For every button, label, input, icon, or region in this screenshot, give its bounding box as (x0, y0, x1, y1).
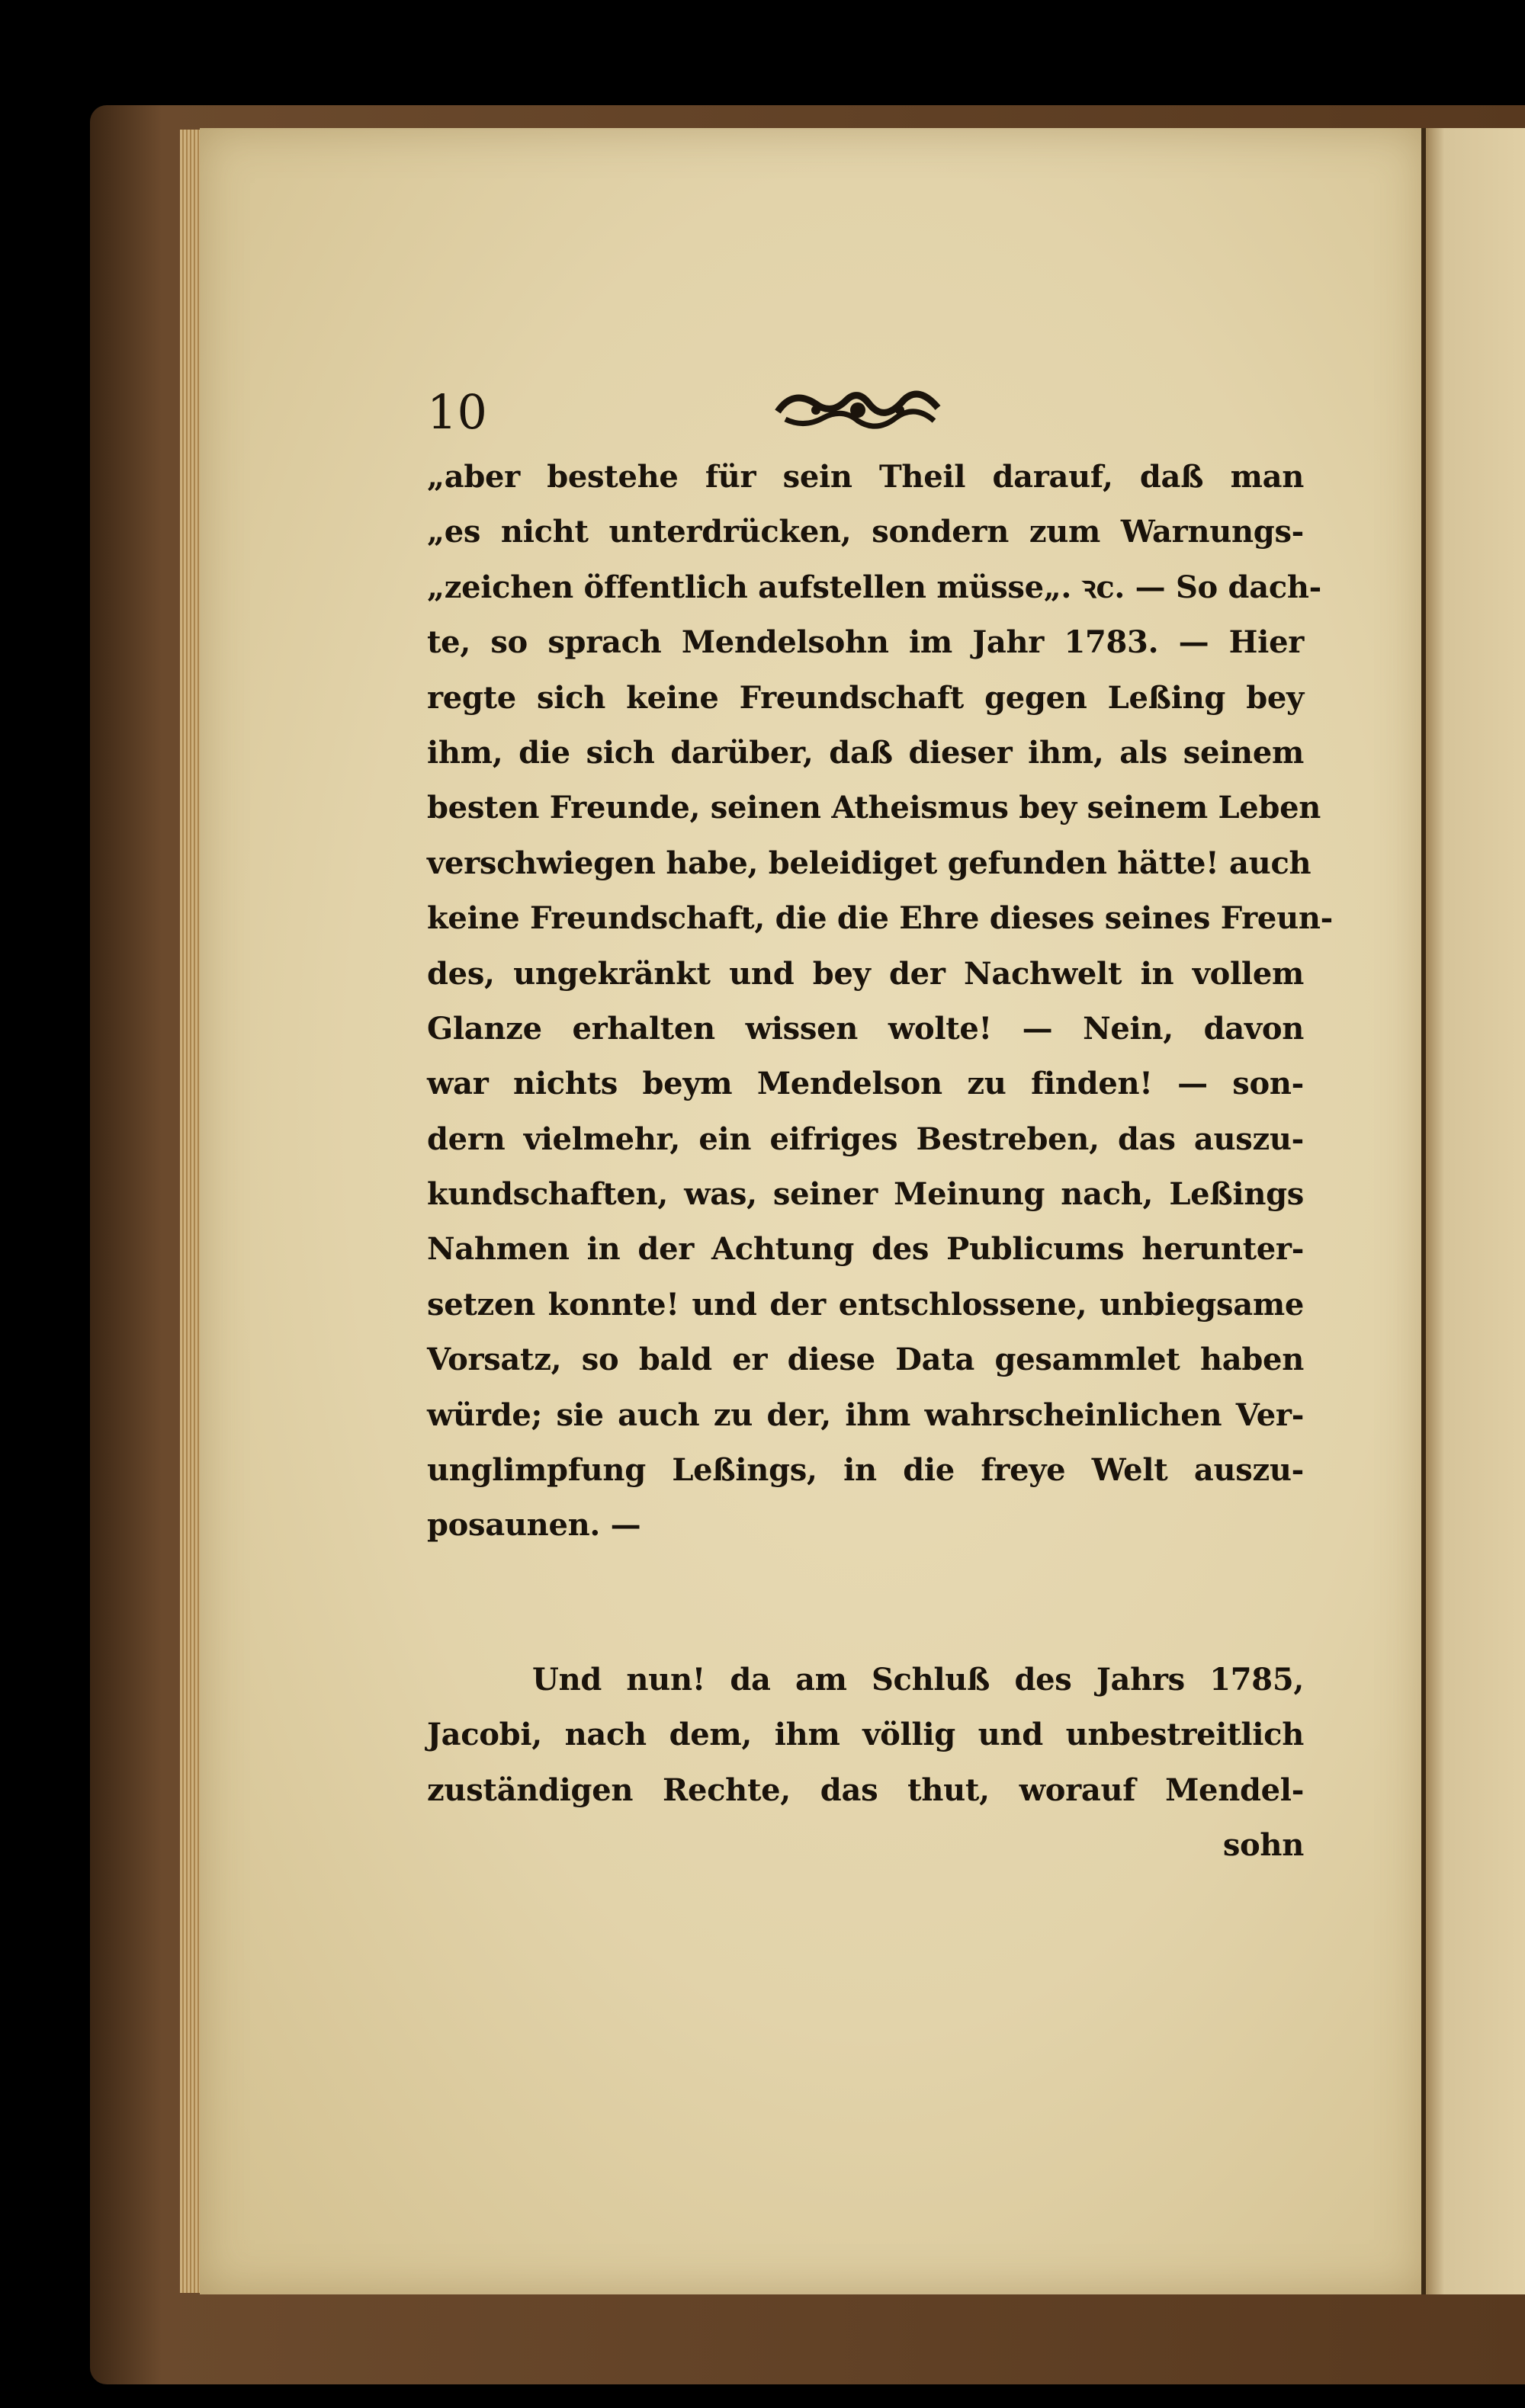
paragraph-1 (427, 450, 1333, 1553)
text-line: Jacobi, nach dem, ihm völlig und unbestreitlich (427, 1717, 1304, 1753)
paragraph-2 (427, 1653, 1304, 1874)
page-header (427, 381, 1342, 450)
text-line: Und nun! da am Schluß des Jahrs 1785, (532, 1661, 1304, 1698)
text-line: Vorsatz, so bald er diese Data gesammlet haben (427, 1342, 1304, 1378)
facing-page (1424, 128, 1525, 2294)
ornament-icon (770, 381, 946, 434)
page-number: 10 (427, 384, 487, 440)
text-line: Glanze erhalten wissen wolte! — Nein, davon (427, 1010, 1304, 1047)
catchword: sohn (1222, 1826, 1304, 1863)
text-line: unglimpfung Leßings, in die freye Welt auszu- (427, 1452, 1304, 1489)
text-line: setzen konnte! und der entschlossene, unbiegsame (427, 1286, 1304, 1323)
text-line: posaunen. — (427, 1507, 641, 1544)
main-text (427, 450, 1333, 1873)
text-line: zuständigen Rechte, das thut, worauf Mendel- (427, 1772, 1304, 1808)
text-line: „es nicht unterdrücken, sondern zum Warnungs- (427, 514, 1304, 550)
text-line: „aber bestehe für sein Theil darauf, daß man (427, 459, 1304, 495)
text-line: dern vielmehr, ein eifriges Bestreben, das auszu- (427, 1121, 1304, 1157)
text-line: würde; sie auch zu der, ihm wahrscheinlichen Ver- (427, 1396, 1304, 1433)
text-line: war nichts beym Mendelson zu finden! — son- (427, 1066, 1304, 1102)
text-line: Nahmen in der Achtung des Publicums herunter- (427, 1231, 1304, 1268)
text-line: des, ungekränkt und bey der Nachwelt in vollem (427, 955, 1304, 992)
text-line: keine Freundschaft, die die Ehre dieses seines Freun- (427, 900, 1333, 937)
text-line: „zeichen öffentlich aufstellen müsse„. ꝛc. — So dach- (427, 569, 1321, 605)
text-line: regte sich keine Freundschaft gegen Leßing bey (427, 679, 1304, 716)
text-line: ihm, die sich darüber, daß dieser ihm, als seinem (427, 734, 1304, 771)
page-gutter (1421, 128, 1426, 2294)
text-line: kundschaften, was, seiner Meinung nach, Leßings (427, 1176, 1304, 1213)
text-line: verschwiegen habe, beleidiget gefunden hätte! auch (427, 845, 1312, 881)
paragraph-gap (427, 1553, 1304, 1653)
text-line: te, so sprach Mendelsohn im Jahr 1783. — Hier (427, 624, 1304, 661)
text-line: besten Freunde, seinen Atheismus bey seinem Leben (427, 790, 1321, 826)
